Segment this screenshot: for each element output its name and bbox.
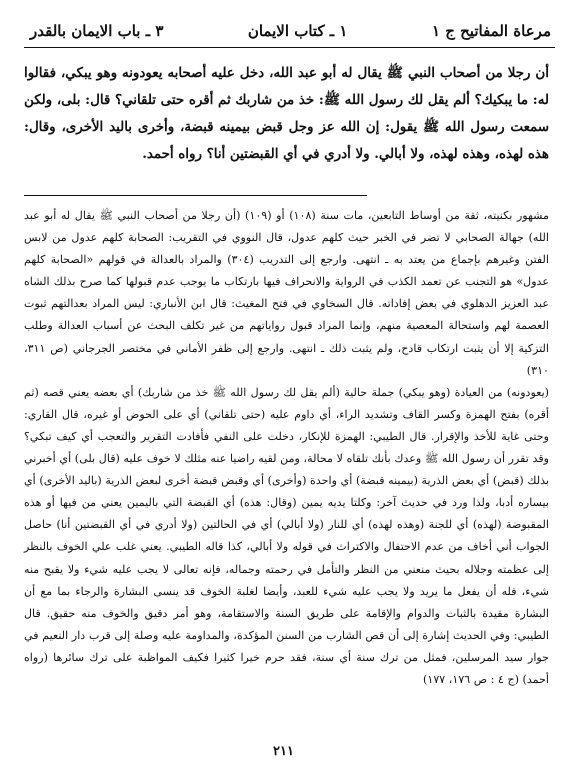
- header-book-title: مرعاة المفاتيح ج ١: [431, 22, 551, 40]
- header-chapter-title: ١ ـ كتاب الايمان: [247, 22, 348, 40]
- commentary: [24, 205, 549, 691]
- running-header: [30, 18, 551, 44]
- header-section-title: ٣ ـ باب الايمان بالقدر: [30, 22, 164, 40]
- page-number: ٢١١: [273, 744, 294, 759]
- header-divider: [24, 47, 555, 48]
- commentary-paragraph: مشهور بكنيته، ثقة من أوساط التابعين، مات سنة (١٠٨) أو (١٠٩) (أن رجلا من أصحاب النبي ﷺ يقال له أبو عبد الله) جهالة الصحابي لا تضر في الخبر حيث كلهم عدول، قال النووي في التقريب: الصحابة كلهم عدول من لابس الفتن وغيرهم بإجماع من يعتد به ـ انتهى. وارجع إلى التدريب (٣٠٤) والمراد بالعدالة في قولهم «الصحابة كلهم عدول» هو التجنب عن تعمد الكذب في الرواية والانحراف فيها بارتكاب ما يوجب عدم قبولها كما صرح بذلك الشاه عبد العزيز الدهلوي في بعض إفاداته. قال السخاوي في فتح المغيث: قال ابن الأنباري: ليس المراد بعدالتهم ثبوت العصمة لهم واستحالة المعصية منهم، وإنما المراد قبول رواياتهم من غير تكلف البحث عن أسباب العدالة وطلب التزكية إلا أن يثبت ارتكاب قادح، ولم يثبت ذلك ـ انتهى. وارجع إلى ظفر الأماني في مختصر الجرجاني (ص ٣١١، ٣١٠): [24, 209, 549, 377]
- footnote-divider: [24, 195, 367, 196]
- hadith-text: [24, 60, 549, 168]
- commentary-paragraph: (يعودونه) من العيادة (وهو يبكي) جملة حالية (ألم يقل لك رسول الله ﷺ خذ من شاربك) أي بعضه يعني قصه (ثم أقره) بفتح الهمزة وكسر القاف وتشديد الراء، أي داوم عليه (حتى تلقاني) أي على الحوض أو غيره، قال القاري: وحتى غاية للأخذ والإقرار. قال الطيبي: الهمزة للإنكار، دخلت على النفي فأفادت التقرير والتعجب أي كيف تبكي؟ وقد تقرر أن رسول الله ﷺ وعدك بأنك تلقاه لا محالة، ومن لقيه راضيا عنه مثلك لا خوف عليه (قال بلى) أي أخبرني بذلك (قبض) أي بعض الذرية (بيمينه قبضة) أي واحدة (وأخرى) أي وقبض قبضة أخرى لبعض الذرية (باليد الأخرى) أي بيساره أدبا، ولذا ورد في حديث آخر: وكلتا يديه يمين (وقال: هذه) أي القبضة التي باليمين يعني من فيها أو هذه المقبوضة (لهذه) أي للجنة (وهذه لهذه) أي للنار (ولا أبالي) أي في الحالتين (ولا أدري في أي القبضتين أنا) حاصل الجواب أني أخاف من عدم الاحتفال والاكتراث في قوله ولا أبالي، كذا قاله الطيبي. يعني غلب علي الخوف بالنظر إلى عظمته وجلاله بحيث منعني من النظر والتأمل في رحمته وجماله، فإنه تعالى لا يجب عليه شيء ولا يقبح منه شيء، فله أن يفعل ما يريد ولا يجب عليه شيء للعبد، وأيضا لغلبة الخوف قد ينسى البشارة والرجاء بما مع أن البشارة مقيدة بالثبات والدوام والإقامة على طريق السنة والاستقامة، وهو أمر دقيق والخوف منه حقيق. قال الطيبي: وفي الحديث إشارة إلى أن قص الشارب من السنن المؤكدة، والمداومة عليه وصلة إلى قرب دار النعيم في جوار سيد المرسلين، فمثل من ترك سنة أي سنة، فقد حرم خيرا كثيرا فكيف المواظبة على ترك سائرها (رواه أحمد) (ج ٤ : ص ١٧٦، ١٧٧): [24, 385, 549, 686]
- hadith-paragraph: أن رجلا من أصحاب النبي ﷺ يقال له أبو عبد الله، دخل عليه أصحابه يعودونه وهو يبكي، فقالوا له: ما يبكيك؟ ألم يقل لك رسول الله ﷺ: خذ من شاربك ثم أقره حتى تلقاني؟ قال: بلى، ولكن سمعت رسول الله ﷺ يقول: إن الله عز وجل قبض بيمينه قبضة، وأخرى باليد الأخرى، وقال: هذه لهذه، وهذه لهذه، ولا أبالي. ولا أدري في أي القبضتين أنا؟ رواه أحمد.: [24, 65, 549, 162]
